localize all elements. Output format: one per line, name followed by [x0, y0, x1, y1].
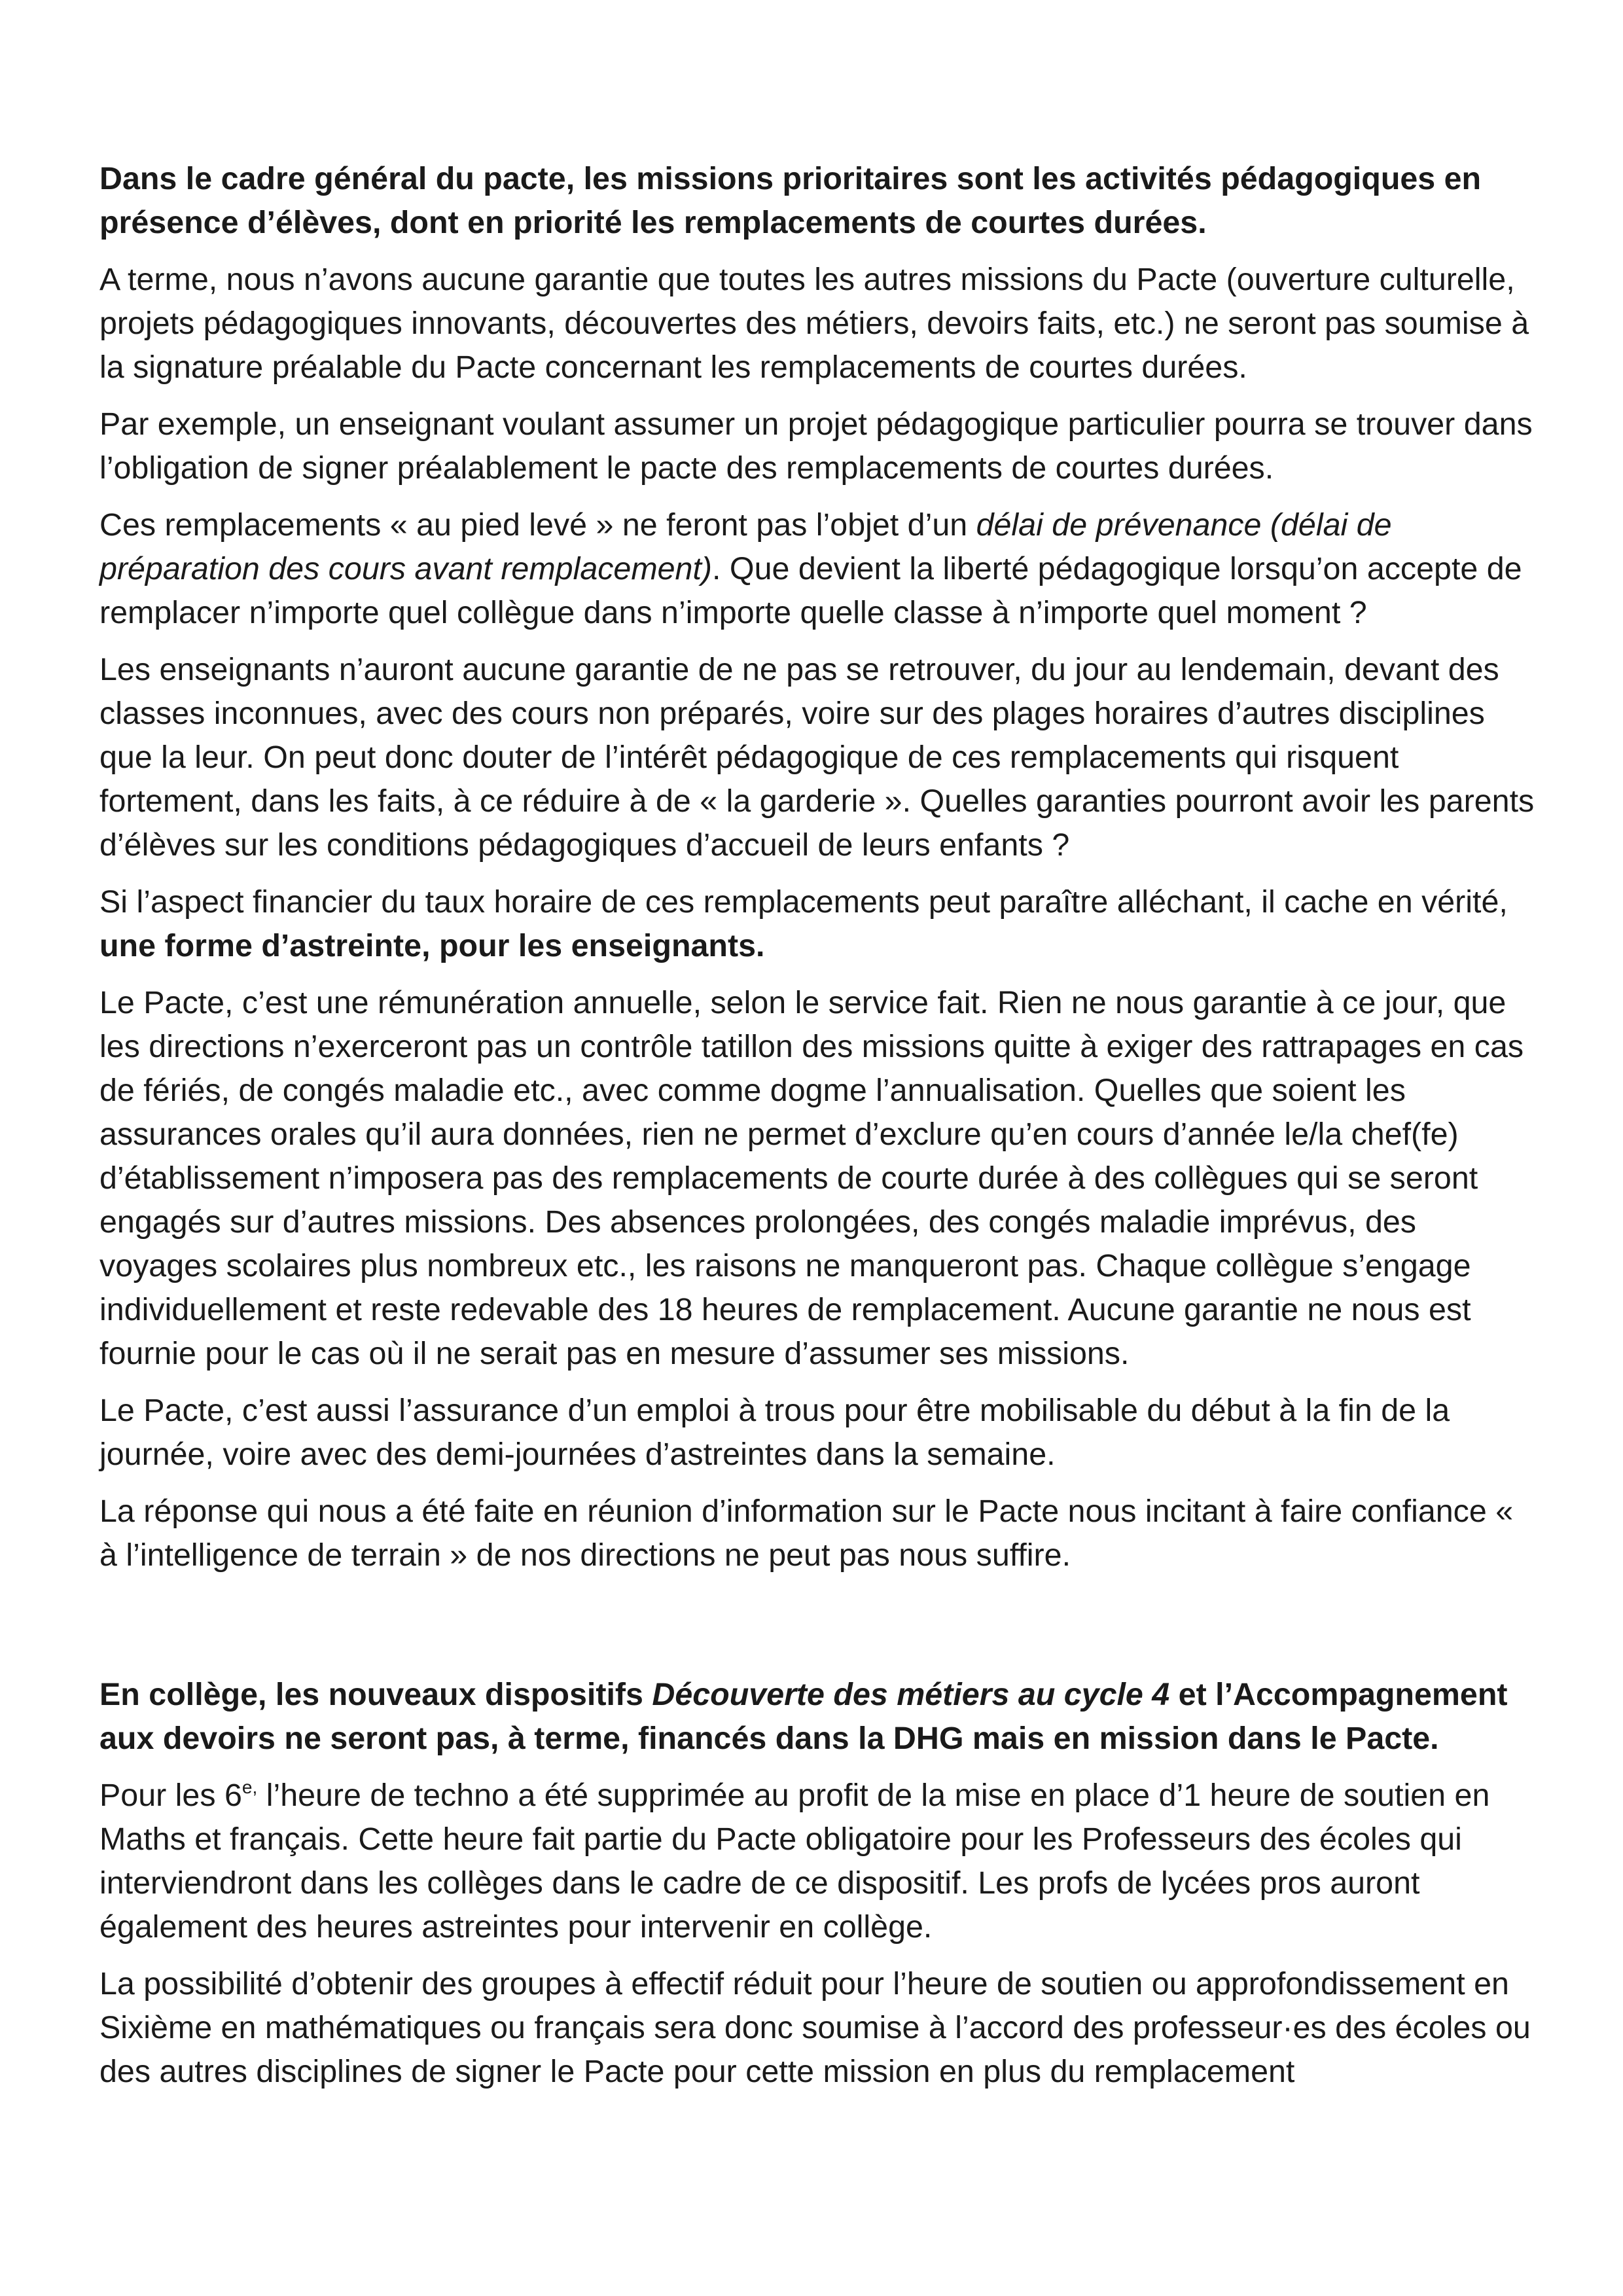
text-run: Pour les 6	[99, 1778, 242, 1813]
italic-run: délai de prévenance (délai de préparation des cours avant remplacement)	[99, 507, 1392, 586]
text-run: En collège, les nouveaux dispositifs	[99, 1677, 652, 1712]
document-page	[99, 157, 1539, 2107]
text-run: . Que devient la liberté pédagogique lorsqu’on accepte de remplacer n’importe quel collègue dans n’importe quelle classe à n’importe quel moment ?	[99, 551, 1522, 630]
paragraph-emploi-trous: Le Pacte, c’est aussi l’assurance d’un emploi à trous pour être mobilisable du début à la fin de la journée, voire avec des demi-journées d’astreintes dans la semaine.	[99, 1393, 1450, 1472]
paragraph-garantie: A terme, nous n’avons aucune garantie que toutes les autres missions du Pacte (ouverture culturelle, projets pédagogiques innovants, découvertes des métiers, devoirs faits, etc.) ne seront pas soumise à la signature préalable du Pacte concernant les remplacements de courtes durées.	[99, 262, 1529, 385]
text-run: l’heure de techno a été supprimée au profit de la mise en place d’1 heure de soutien en Maths et français. Cette heure fait partie du Pacte obligatoire pour les Professeurs des écoles qui interviendront dans les collèges dans le cadre de ce dispositif. Les profs de lycées pros auront également des heures astreintes pour intervenir en collège.	[99, 1778, 1490, 1945]
paragraph-sixieme	[99, 1774, 1539, 1949]
text-run: Si l’aspect financier du taux horaire de ces remplacements peut paraître alléchant, il cache en vérité,	[99, 884, 1508, 920]
text-run: et l’Accompagnement aux devoirs ne seront pas, à terme, financés dans la DHG mais en mission dans le Pacte.	[99, 1677, 1508, 1756]
paragraph-groupes: La possibilité d’obtenir des groupes à effectif réduit pour l’heure de soutien ou approfondissement en Sixième en mathématiques ou français sera donc soumise à l’accord des professeur·es des écoles ou des autres disciplines de signer le Pacte pour cette mission en plus du remplacement	[99, 1966, 1531, 2089]
section1-heading: Dans le cadre général du pacte, les missions prioritaires sont les activités pédagogiques en présence d’élèves, dont en priorité les remplacements de courtes durées.	[99, 161, 1482, 240]
bold-run: une forme d’astreinte, pour les enseignants.	[99, 928, 765, 963]
paragraph-remuneration: Le Pacte, c’est une rémunération annuelle, selon le service fait. Rien ne nous garantie à ce jour, que les directions n’exerceront pas un contrôle tatillon des missions quitte à exiger des rattrapages en cas de fériés, de congés maladie etc., avec comme dogme l’annualisation. Quelles que soient les assurances orales qu’il aura données, rien ne permet d’exclure qu’en cours d’année le/la chef(fe) d’établissement n’imposera pas des remplacements de courte durée à des collègues qui se seront engagés sur d’autres missions. Des absences prolongées, des congés maladie imprévus, des voyages scolaires plus nombreux etc., les raisons ne manqueront pas. Chaque collègue s’engage individuellement et reste redevable des 18 heures de remplacement. Aucune garantie ne nous est fournie pour le cas où il ne serait pas en mesure d’assumer ses missions.	[99, 985, 1524, 1371]
paragraph-exemple: Par exemple, un enseignant voulant assumer un projet pédagogique particulier pourra se trouver dans l’obligation de signer préalablement le pacte des remplacements de courtes durées.	[99, 406, 1533, 486]
section-spacer	[99, 1590, 1539, 1673]
paragraph-enseignants: Les enseignants n’auront aucune garantie de ne pas se retrouver, du jour au lendemain, devant des classes inconnues, avec des cours non préparés, voire sur des plages horaires d’autres disciplines que la leur. On peut donc douter de l’intérêt pédagogique de ces remplacements qui risquent fortement, dans les faits, à ce réduire à de « la garderie ». Quelles garanties pourront avoir les parents d’élèves sur les conditions pédagogiques d’accueil de leurs enfants ?	[99, 652, 1535, 863]
paragraph-pied-leve	[99, 503, 1539, 635]
paragraph-financier	[99, 880, 1539, 968]
paragraph-reponse: La réponse qui nous a été faite en réunion d’information sur le Pacte nous incitant à faire confiance « à l’intelligence de terrain » de nos directions ne peut pas nous suffire.	[99, 1494, 1514, 1573]
italic-run: Découverte des métiers au cycle 4	[652, 1677, 1170, 1712]
section2-heading	[99, 1673, 1539, 1761]
text-run: Ces remplacements « au pied levé » ne feront pas l’objet d’un	[99, 507, 976, 543]
superscript: e,	[241, 1776, 258, 1797]
